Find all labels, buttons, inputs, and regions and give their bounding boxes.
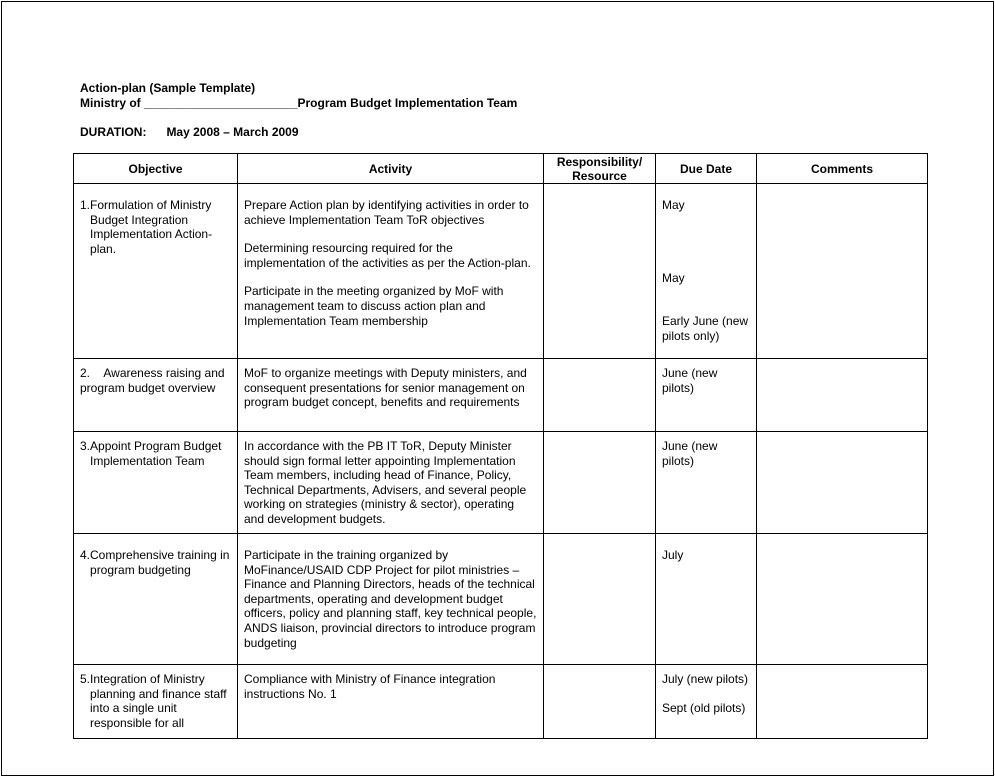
column-header-activity: Activity (238, 154, 544, 184)
comments-cell (757, 534, 928, 665)
comments-text (757, 432, 927, 439)
comments-cell (757, 665, 928, 739)
responsibility-text (544, 665, 655, 672)
due-date-text: June (new pilots) (662, 439, 718, 468)
activity-cell (238, 534, 544, 665)
objective-number: 2. (80, 366, 91, 380)
column-header-due-date: Due Date (656, 154, 757, 184)
column-header-comments: Comments (757, 154, 928, 184)
objective-number: 1. (80, 198, 91, 212)
activity-text: Prepare Action plan by identifying activities in order to achieve Implementation Team ToR objectives (244, 198, 529, 227)
responsibility-cell (544, 534, 656, 665)
column-header-responsibility (544, 154, 656, 184)
objective-cell (74, 184, 238, 359)
objective-number: 3. (80, 439, 91, 453)
responsibility-cell (544, 184, 656, 359)
duration-line (80, 125, 299, 139)
comments-text (757, 534, 927, 548)
due-date-text: July (new pilots) (662, 672, 749, 686)
due-date-cell (656, 534, 757, 665)
document-title: Action-plan (Sample Template) (80, 81, 256, 95)
duration-value: May 2008 – March 2009 (166, 125, 299, 139)
objective-text: Awareness raising and program budget overview (80, 366, 225, 395)
comments-cell (757, 359, 928, 432)
responsibility-cell (544, 359, 656, 432)
table-row (74, 359, 928, 432)
objective-text: Formulation of Ministry Budget Integration Implementation Action-plan. (90, 198, 213, 256)
responsibility-text (544, 534, 655, 548)
objective-cell (74, 534, 238, 665)
objective-cell (74, 359, 238, 432)
comments-text (757, 359, 927, 366)
activity-cell (238, 359, 544, 432)
due-date-cell (656, 184, 757, 359)
activity-cell (238, 665, 544, 739)
due-date-text: May (662, 198, 685, 212)
action-plan-table (73, 153, 928, 739)
responsibility-cell (544, 665, 656, 739)
due-date-cell (656, 432, 757, 534)
activity-text: Compliance with Ministry of Finance integration instructions No. 1 (244, 672, 496, 701)
comments-cell (757, 432, 928, 534)
table-header-row (74, 154, 928, 184)
responsibility-text (544, 184, 655, 198)
activity-cell (238, 432, 544, 534)
responsibility-text (544, 432, 655, 439)
due-date-text: Sept (old pilots) (662, 700, 746, 715)
duration-label: DURATION: (80, 125, 147, 139)
due-date-cell (656, 359, 757, 432)
objective-number: 5. (80, 672, 91, 686)
comments-cell (757, 184, 928, 359)
due-date-text: May (662, 270, 685, 285)
table-row (74, 184, 928, 359)
due-date-text: June (new pilots) (662, 366, 718, 395)
objective-number: 4. (80, 548, 91, 562)
objective-text: Integration of Ministry planning and finance staff into a single unit responsible for all (90, 672, 227, 730)
column-header-objective: Objective (74, 154, 238, 184)
due-date-text: July (662, 548, 684, 562)
activity-text: Determining resourcing required for the implementation of the activities as per the Action-plan. (244, 241, 531, 270)
objective-text: Appoint Program Budget Implementation Team (90, 439, 222, 468)
objective-cell (74, 432, 238, 534)
column-header-responsibility-text: Responsibility/ Resource (556, 154, 643, 183)
due-date-text: Early June (new pilots only) (662, 314, 749, 343)
activity-cell (238, 184, 544, 359)
responsibility-cell (544, 432, 656, 534)
activity-text: In accordance with the PB IT ToR, Deputy Minister should sign formal letter appointing Implementation Team members, including head of Finance, Policy, Technical Departments, Advisers, and several people working on strategies (ministry & sector), operating and development budgets. (244, 439, 527, 526)
table-row (74, 432, 928, 534)
table-row (74, 665, 928, 739)
comments-text (757, 665, 927, 672)
due-date-cell (656, 665, 757, 739)
activity-text: MoF to organize meetings with Deputy ministers, and consequent presentations for senior management on program budget concept, benefits and requirements (244, 366, 527, 410)
ministry-team-line: Ministry of _______________________Program Budget Implementation Team (80, 96, 518, 110)
objective-cell (74, 665, 238, 739)
comments-text (757, 184, 927, 198)
activity-text: Participate in the training organized by MoFinance/USAID CDP Project for pilot ministries – Finance and Planning Directors, heads of the technical departments, operating and development budget officers, policy and planning staff, key technical people, ANDS liaison, provincial directors to introduce program budgeting (244, 548, 537, 650)
table-row (74, 534, 928, 665)
responsibility-text (544, 359, 655, 366)
objective-text: Comprehensive training in program budgeting (90, 548, 230, 577)
activity-text: Participate in the meeting organized by MoF with management team to discuss action plan and Implementation Team membership (244, 284, 504, 328)
